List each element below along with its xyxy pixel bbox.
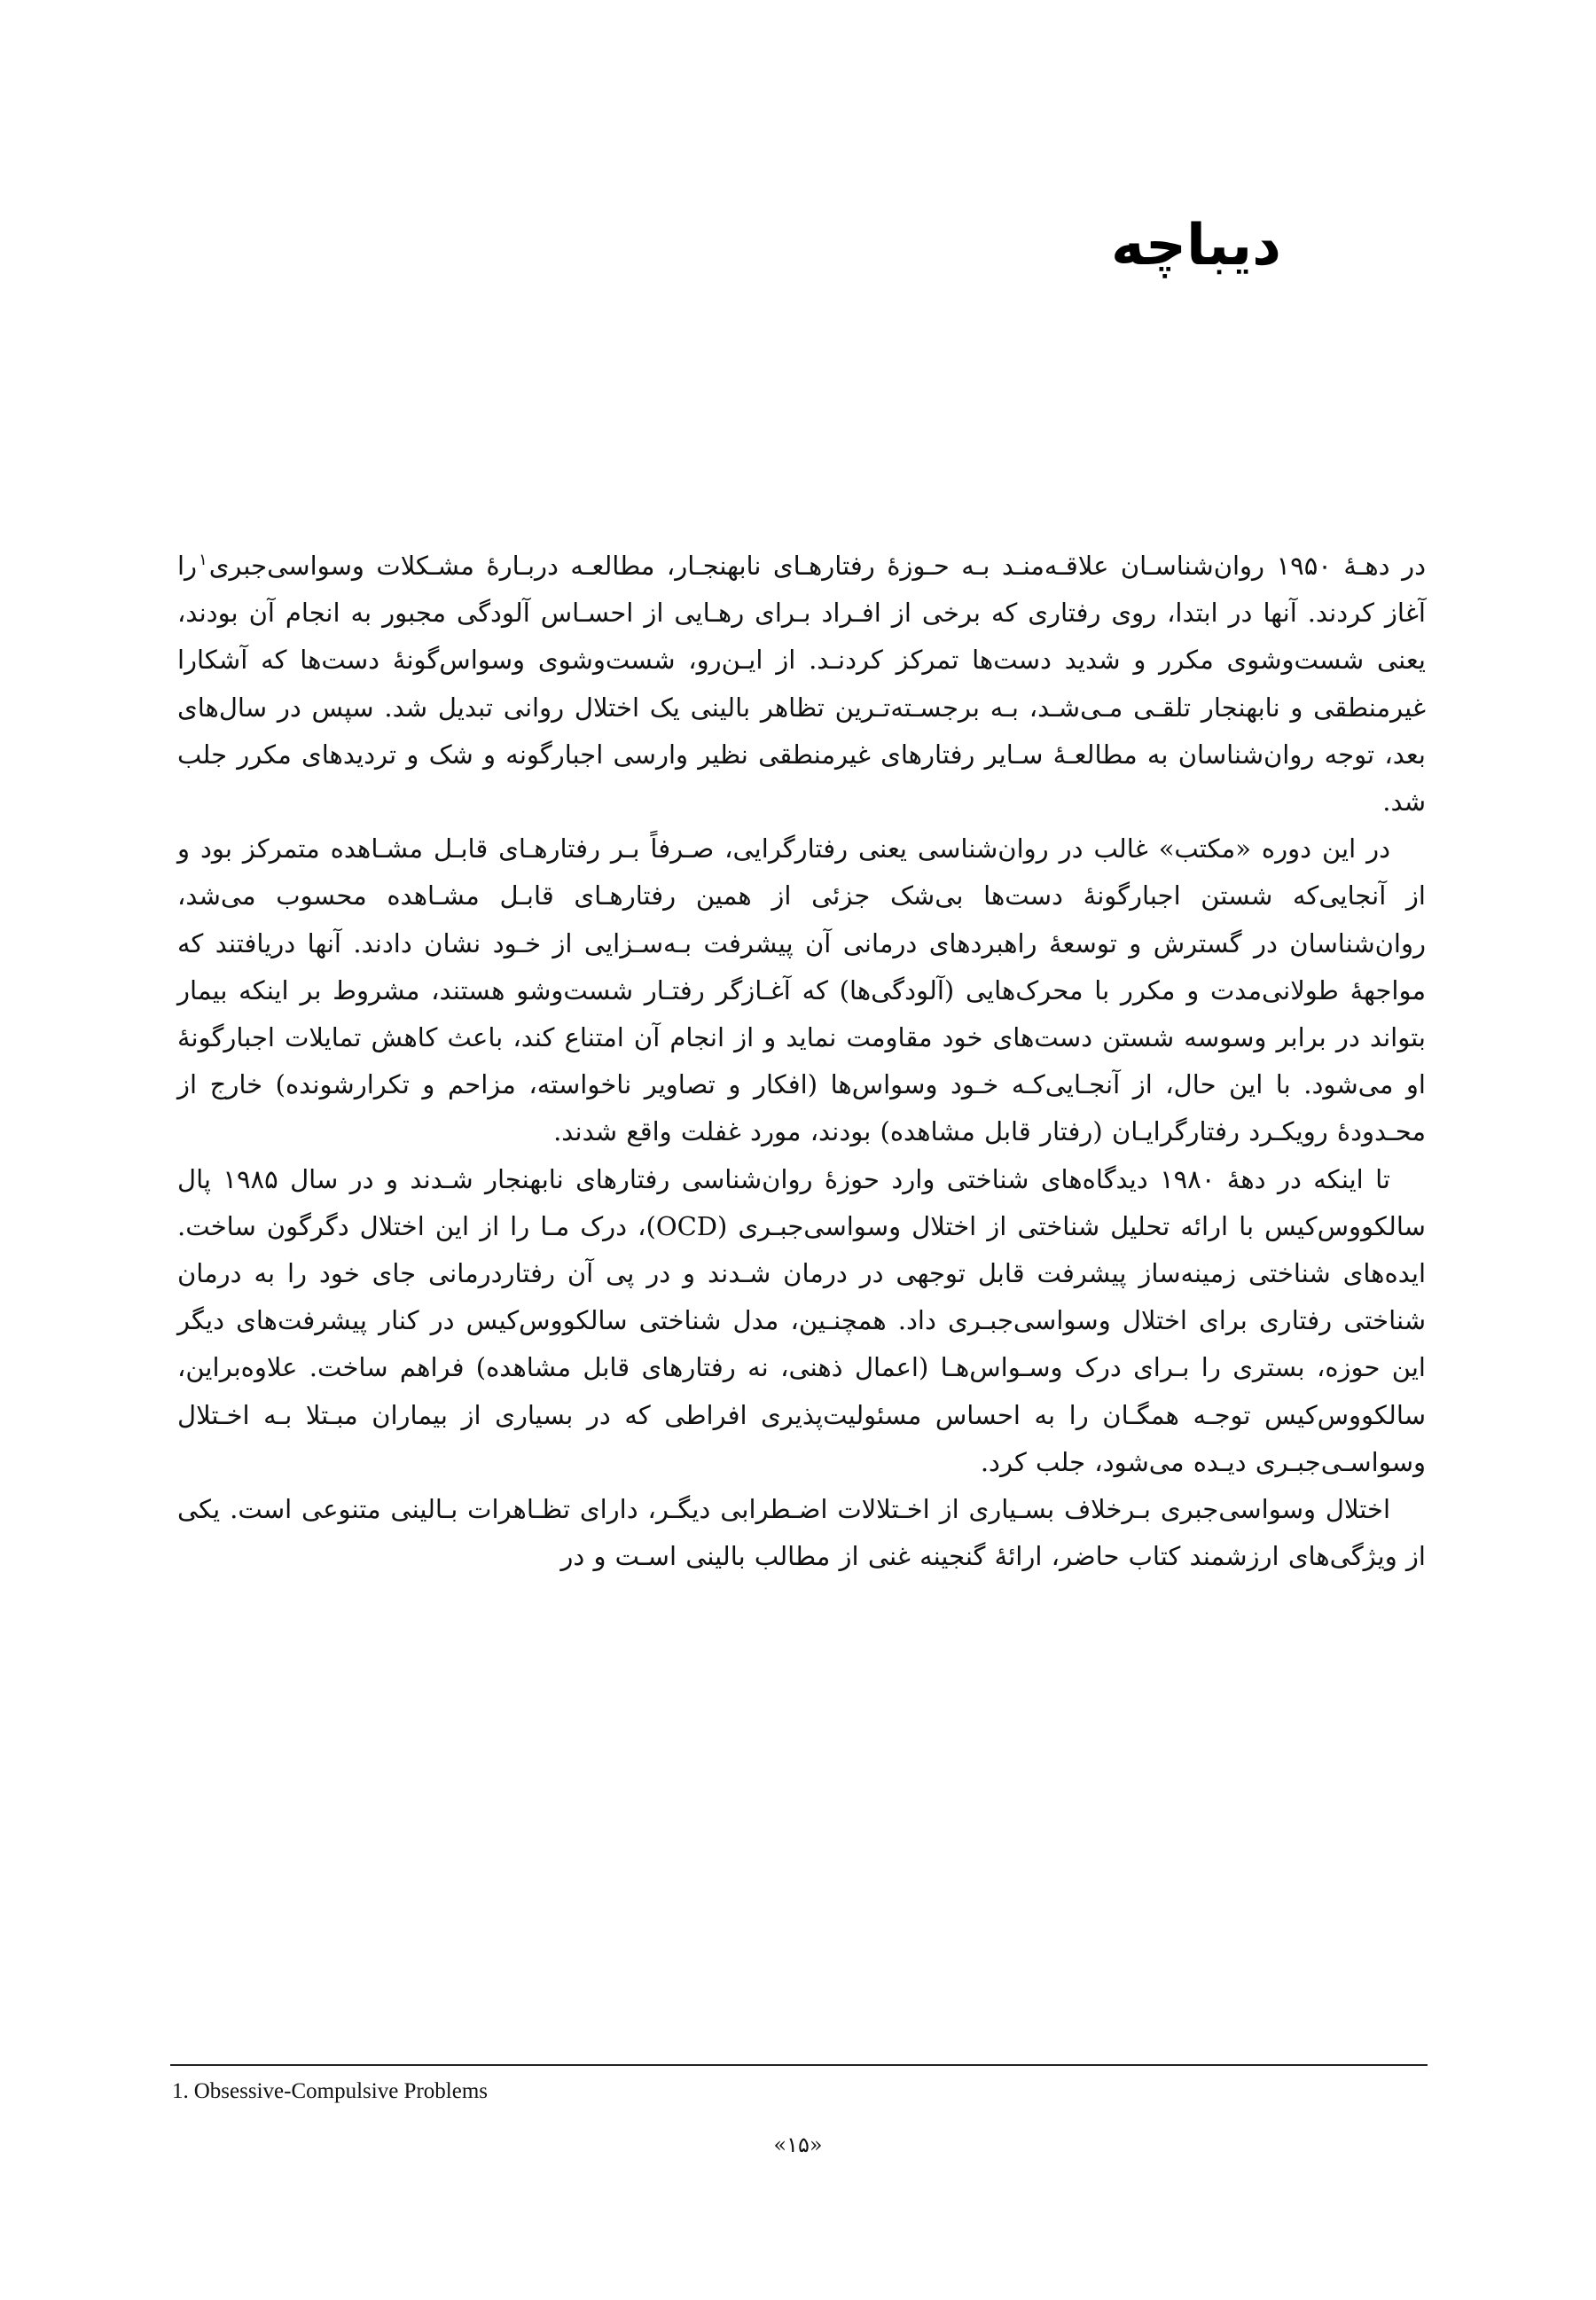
footnote-divider — [170, 2064, 1428, 2066]
paragraph-2: در این دوره «مکتب» غالب در روان‌شناسی یعنی رفتارگرایی، صـرفاً بـر رفتارهـای قابـل مشـاهده متمرکز بود و از آنجایی‌که شستن اجبارگونهٔ دست‌ها بی‌شک جزئی از همین رفتارهـای قابـل مشـاهده محسوب می‌شد، روان‌شناسان در گسترش و توسعهٔ راهبردهای درمانی آن پیشرفت بـه‌سـزایی از خـود نشان دادند. آنها دریافتند که مواجههٔ طولانی‌مدت و مکرر با محرک‌هایی (آلودگی‌ها) که آغـازگر رفتـار شست‌وشو هستند، مشروط بر اینکه بیمار بتواند در برابر وسوسه شستن دست‌های خود مقاومت نماید و از انجام آن امتناع کند، باعث کاهش تمایلات اجبارگونهٔ او می‌شود. با این حال، از آنجـایی‌کـه خـود وسواس‌ها (افکار و تصاویر ناخواسته، مزاحم و تکرارشونده) خارج از محـدودهٔ رویکـرد رفتارگرایـان (رفتار قابل مشاهده) بودند، مورد غفلت واقع شدند. — [177, 833, 1426, 1147]
footnote-number: 1. — [172, 2079, 189, 2103]
footnote-text: Obsessive-Compulsive Problems — [193, 2079, 488, 2103]
chapter-title: دیباچه — [1111, 213, 1281, 278]
paragraph-1 — [177, 543, 1426, 825]
page-number: «۱۵» — [773, 2132, 823, 2157]
footnote-reference: ۱ — [199, 551, 207, 570]
paragraph-3: تا اینکه در دههٔ ۱۹۸۰ دیدگاه‌های شناختی وارد حوزهٔ روان‌شناسی رفتارهای نابهنجار شـدند و در سال ۱۹۸۵ پال سالکووس‌کیس با ارائه تحلیل شناختی از اختلال وسواسی‌جبـری (OCD)، درک مـا را از این اختلال دگرگون ساخت. ایده‌های شناختی زمینه‌ساز پیشرفت قابل توجهی در درمان شـدند و در پی آن رفتاردرمانی جای خود را به درمان شناختی رفتاری برای اختلال وسواسی‌جبـری داد. همچنـین، مدل شناختی سالکووس‌کیس در کنار پیشرفت‌های دیگر این حوزه، بستری را بـرای درک وسـواس‌هـا (اعمال ذهنی، نه رفتارهای قابل مشاهده) فراهم ساخت. علاوه‌براین، سالکووس‌کیس توجـه همگـان را به احساس مسئولیت‌پذیری افراطی که در بسیاری از بیماران مبـتلا بـه اخـتلال وسواسـی‌جبـری دیـده می‌شود، جلب کرد. — [177, 1163, 1426, 1477]
body-text — [177, 543, 1426, 1580]
paragraph-4: اختلال وسواسی‌جبری بـرخلاف بسـیاری از اخـتلالات اضـطرابی دیگـر، دارای تظـاهرات بـالینی متنوعی است. یکی از ویژگی‌های ارزشمند کتاب حاضر، ارائهٔ گنجینه غنی از مطالب بالینی اسـت و در — [177, 1494, 1426, 1572]
paragraph-1-text-a: در دهـهٔ ۱۹۵۰ روان‌شناسـان علاقـه‌منـد بـه حـوزهٔ رفتارهـای نابهنجـار، مطالعـه دربـارهٔ مشـکلات وسواسی‌جبری — [208, 551, 1426, 581]
footnote — [172, 2077, 488, 2107]
paragraph-1-text-b: را آغاز کردند. آنها در ابتدا، روی رفتاری که برخی از افـراد بـرای رهـایی از احسـاس آلودگی مجبور به انجام آن بودند، یعنی شست‌وشوی مکرر و شدید دست‌ها تمرکز کردنـد. از ایـن‌رو، شست‌وشوی وسواس‌گونهٔ دست‌ها که آشکارا غیرمنطقی و نابهنجار تلقـی مـی‌شـد، بـه برجسـته‌تـرین تظاهر بالینی یک اختلال روانی تبدیل شد. سپس در سال‌های بعد، توجه روان‌شناسان به مطالعـهٔ سـایر رفتارهای غیرمنطقی نظیر وارسی اجبارگونه و شک و تردیدهای مکرر جلب شد. — [177, 551, 1426, 818]
